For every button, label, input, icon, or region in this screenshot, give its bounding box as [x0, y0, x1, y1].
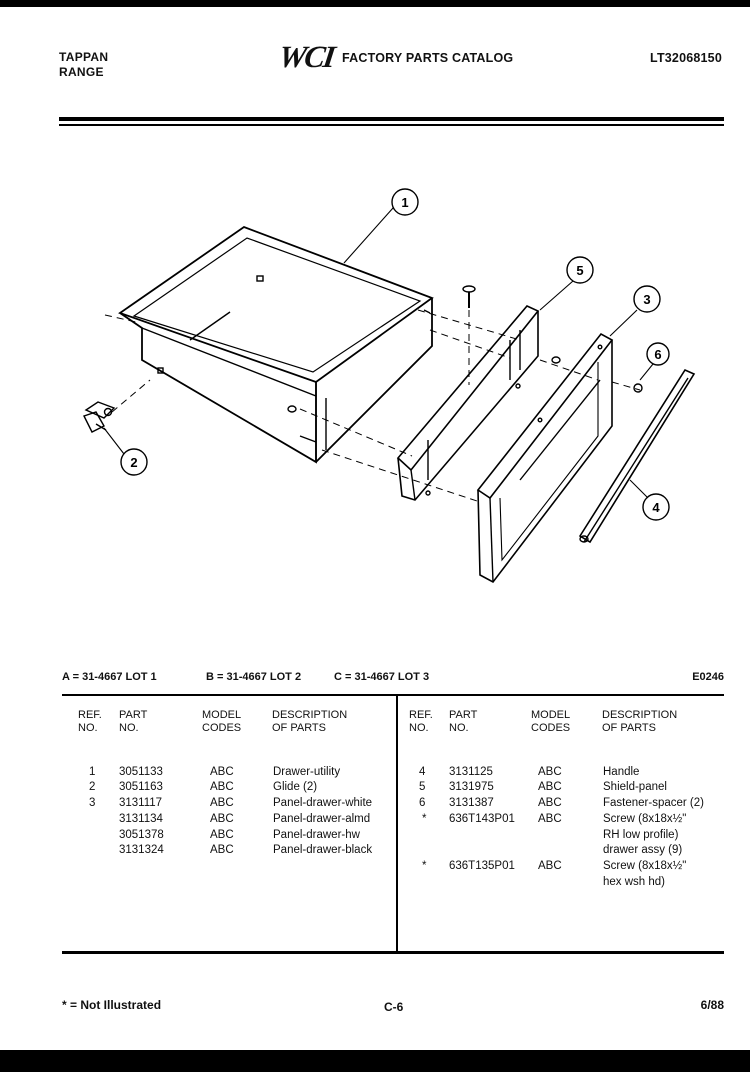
lot-a: A = 31-4667 LOT 1 [62, 671, 157, 683]
lot-c: C = 31-4667 LOT 3 [334, 671, 430, 683]
model-code: ABC [210, 766, 234, 778]
part-description: Panel-drawer-hw [273, 829, 360, 841]
part-description: Shield-panel [603, 781, 667, 793]
part-no: 3131117 [119, 797, 163, 809]
header-description-right: DESCRIPTION OF PARTS [602, 709, 678, 734]
handle-illustration [580, 370, 694, 542]
callout-3-label: 3 [643, 292, 651, 307]
header-rule [59, 117, 724, 121]
part-no: 636T135P01 [449, 860, 515, 872]
part-no: 3051133 [119, 766, 163, 778]
model-code: ABC [210, 829, 234, 841]
glide-illustration [84, 402, 114, 432]
model-code: ABC [538, 813, 562, 825]
model-code: ABC [538, 766, 562, 778]
table-top-rule [62, 694, 724, 696]
header-description: DESCRIPTION OF PARTS [272, 709, 348, 734]
ref-no: 4 [419, 766, 426, 778]
part-description: Panel-drawer-almd [273, 813, 371, 825]
header-model-codes: MODEL CODES [202, 709, 242, 734]
callout-1-label: 1 [401, 195, 409, 210]
table-column-divider [396, 696, 398, 951]
model-code: ABC [538, 781, 562, 793]
top-border [0, 0, 750, 7]
ref-no: 3 [89, 797, 96, 809]
catalog-date: 6/88 [700, 998, 724, 1012]
header-ref-no: REF. NO. [78, 709, 102, 734]
ref-no: * [422, 860, 427, 872]
model-code: ABC [210, 797, 234, 809]
callout-5-label: 5 [576, 263, 584, 278]
shield-panel-illustration [398, 306, 538, 500]
ref-no: 6 [419, 797, 426, 809]
header-model-codes-right: MODEL CODES [531, 709, 571, 734]
callout-2-label: 2 [130, 455, 138, 470]
header-ref-no-right: REF. NO. [409, 709, 433, 734]
part-description: Drawer-utility [273, 766, 341, 778]
table-bottom-rule [62, 951, 724, 954]
wci-logo: WCI [276, 39, 336, 74]
part-description: Panel-drawer-black [273, 844, 373, 856]
screw-illustration [463, 286, 642, 392]
part-no: 3051163 [119, 781, 163, 793]
part-no: 3131125 [449, 766, 493, 778]
part-description: Glide (2) [273, 781, 318, 793]
model-code: ABC [210, 781, 234, 793]
header-rule-thin [59, 124, 724, 126]
model-code: ABC [210, 813, 234, 825]
lot-b: B = 31-4667 LOT 2 [206, 671, 302, 683]
callout-6-label: 6 [654, 347, 662, 362]
bottom-border [0, 1050, 750, 1072]
brand-name: TAPPAN [59, 50, 109, 64]
part-no: 3131134 [119, 813, 163, 825]
part-description: Screw (8x18x½" hex wsh hd) [603, 860, 687, 888]
callout-4-label: 4 [652, 500, 660, 515]
part-no: 3131387 [449, 797, 494, 809]
part-description: Screw (8x18x½" RH low profile) drawer assy (9) [603, 813, 687, 856]
exploded-parts-diagram [0, 150, 750, 600]
drawer-panel-illustration [478, 334, 612, 582]
drawer-utility-illustration [120, 227, 432, 462]
model-code: ABC [538, 860, 562, 872]
part-description: Panel-drawer-white [273, 797, 373, 809]
header-part-no-right: PART NO. [449, 709, 478, 734]
brand-block [59, 50, 108, 80]
page-number: C-6 [384, 1000, 404, 1014]
ref-no: * [422, 813, 427, 825]
ref-no: 1 [89, 766, 96, 778]
model-number: LT32068150 [650, 51, 722, 65]
ref-no: 5 [419, 781, 426, 793]
part-no: 3051378 [119, 829, 164, 841]
not-illustrated-note: * = Not Illustrated [62, 998, 162, 1012]
header-part-no: PART NO. [119, 709, 148, 734]
model-code: ABC [210, 844, 234, 856]
part-description: Handle [603, 766, 640, 778]
part-description: Fastener-spacer (2) [603, 797, 704, 809]
part-no: 3131975 [449, 781, 494, 793]
catalog-title: FACTORY PARTS CATALOG [342, 51, 514, 65]
drawing-code: E0246 [692, 671, 724, 683]
ref-no: 2 [89, 781, 96, 793]
product-type: RANGE [59, 65, 104, 79]
model-code: ABC [538, 797, 562, 809]
part-no: 636T143P01 [449, 813, 515, 825]
part-no: 3131324 [119, 844, 164, 856]
